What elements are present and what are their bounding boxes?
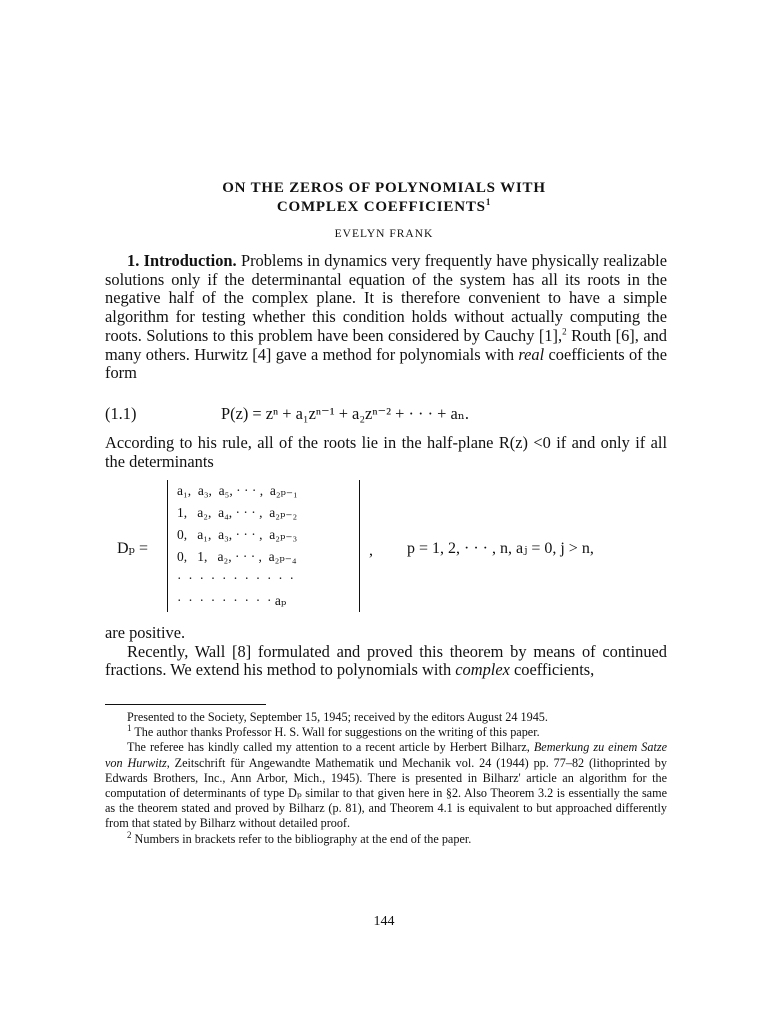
title-line-1 <box>0 180 768 197</box>
title-footnote-mark[interactable]: 1 <box>485 197 492 207</box>
footnote-rule <box>105 704 266 705</box>
wall-text-b: coefficients, <box>509 660 595 680</box>
intro-text-b: Routh [6], and many others. Hurwitz [4] gave a method for polynomials with <box>105 325 667 364</box>
title-line-2 <box>0 199 768 216</box>
determinant-lhs: Dₚ = <box>117 540 148 557</box>
referee-article-title: Bemerkung zu einem Satze von Hurwitz <box>105 740 667 770</box>
determinant-right-bar <box>359 480 360 612</box>
referee-text-a: The referee has kindly called my attention to a recent article by Herbert Bilharz, <box>127 740 534 755</box>
intro-text-c: coefficients of the form <box>105 344 667 383</box>
footnote-2-mark: 2 <box>127 829 132 840</box>
footnote-2-text: Numbers in brackets refer to the bibliography at the end of the paper. <box>131 831 472 846</box>
footnote-presented: Presented to the Society, September 15, 1945; received by the editors August 24 1945. <box>127 710 548 724</box>
determinant-row: · · · · · · · · · aₚ <box>177 593 287 608</box>
equation-number: (1.1) <box>105 404 137 423</box>
author-name: EVELYN FRANK <box>334 228 434 240</box>
page-number: 144 <box>373 914 395 929</box>
equation-1-1 <box>105 404 667 424</box>
footnote-1-mark: 1 <box>127 723 132 734</box>
rule-text: According to his rule, all of the roots lie in the half-plane R(z) <0 if and only if all the determinants <box>105 433 667 471</box>
determinant-row: · · · · · · · · · · · <box>177 571 294 586</box>
intro-paragraph <box>105 252 667 383</box>
positive-text: are positive. <box>105 623 186 642</box>
footnote-2 <box>105 829 667 847</box>
wall-complex-word: complex <box>455 660 510 680</box>
referee-text-b: , Zeitschrift für Angewandte Mathematik und Mechanik vol. 24 (1944) pp. 77–82 (lithoprinted by Edwards Brothers, Inc., Ann Arbor, Mich., 1945). There is presented in Bilharz' article an algorithm for the computation of determinants of type Dₚ similar to that given here in §2. Also Theorem 3.2 is essentially the same as the theorem stated and proved by Bilharz (p. 81), and Theorem 4.1 is equivalent to but approached differently from that stated by Bilharz without detailed proof. <box>105 755 667 831</box>
footnote-1 <box>105 725 667 740</box>
wall-text-a: Recently, Wall [8] formulated and proved this theorem by means of continued fractions. We extend his method to polynomials with <box>105 641 667 680</box>
footnote-1-text: The author thanks Professor H. S. Wall for suggestions on the writing of this paper. <box>131 725 540 740</box>
determinant-left-bar <box>167 480 168 612</box>
determinant-row: 1, a₂, a₄, · · · , a₂ₚ₋₂ <box>177 505 298 520</box>
footnote-referee <box>105 740 667 831</box>
determinant-rows <box>177 480 365 612</box>
title-line-1-text: ON THE ZEROS OF POLYNOMIALS WITH <box>222 180 546 196</box>
wall-paragraph <box>105 624 667 680</box>
determinant-row: 0, a₁, a₃, · · · , a₂ₚ₋₃ <box>177 527 298 542</box>
intro-real-word: real <box>518 344 545 364</box>
rule-paragraph <box>105 434 667 471</box>
intro-text-a: Problems in dynamics very frequently have physically realizable solutions only if the determinantal equation of the system has all its roots in the negative half of the complex plane. It is therefore convenient to have a simple algorithm for testing whether this condition holds without actually computing the roots. Solutions to this problem have been considered by Cauchy [1], <box>105 251 667 345</box>
section-heading: 1. Introduction. <box>127 251 237 270</box>
determinant-condition: p = 1, 2, · · · , n, aⱼ = 0, j > n, <box>407 540 594 557</box>
determinant-block <box>105 480 667 614</box>
determinant-row: 0, 1, a₂, · · · , a₂ₚ₋₄ <box>177 549 297 564</box>
footnotes <box>105 710 667 847</box>
title-line-2-text: COMPLEX COEFFICIENTS <box>276 199 486 215</box>
intro-footnote-mark[interactable]: 2 <box>562 326 567 337</box>
determinant-row: a₁, a₃, a₅, · · · , a₂ₚ₋₁ <box>177 483 298 498</box>
equation-expression: P(z) = zⁿ + a₁zⁿ⁻¹ + a₂zⁿ⁻² + · · · + aₙ. <box>221 404 469 423</box>
determinant-comma: , <box>369 542 373 559</box>
